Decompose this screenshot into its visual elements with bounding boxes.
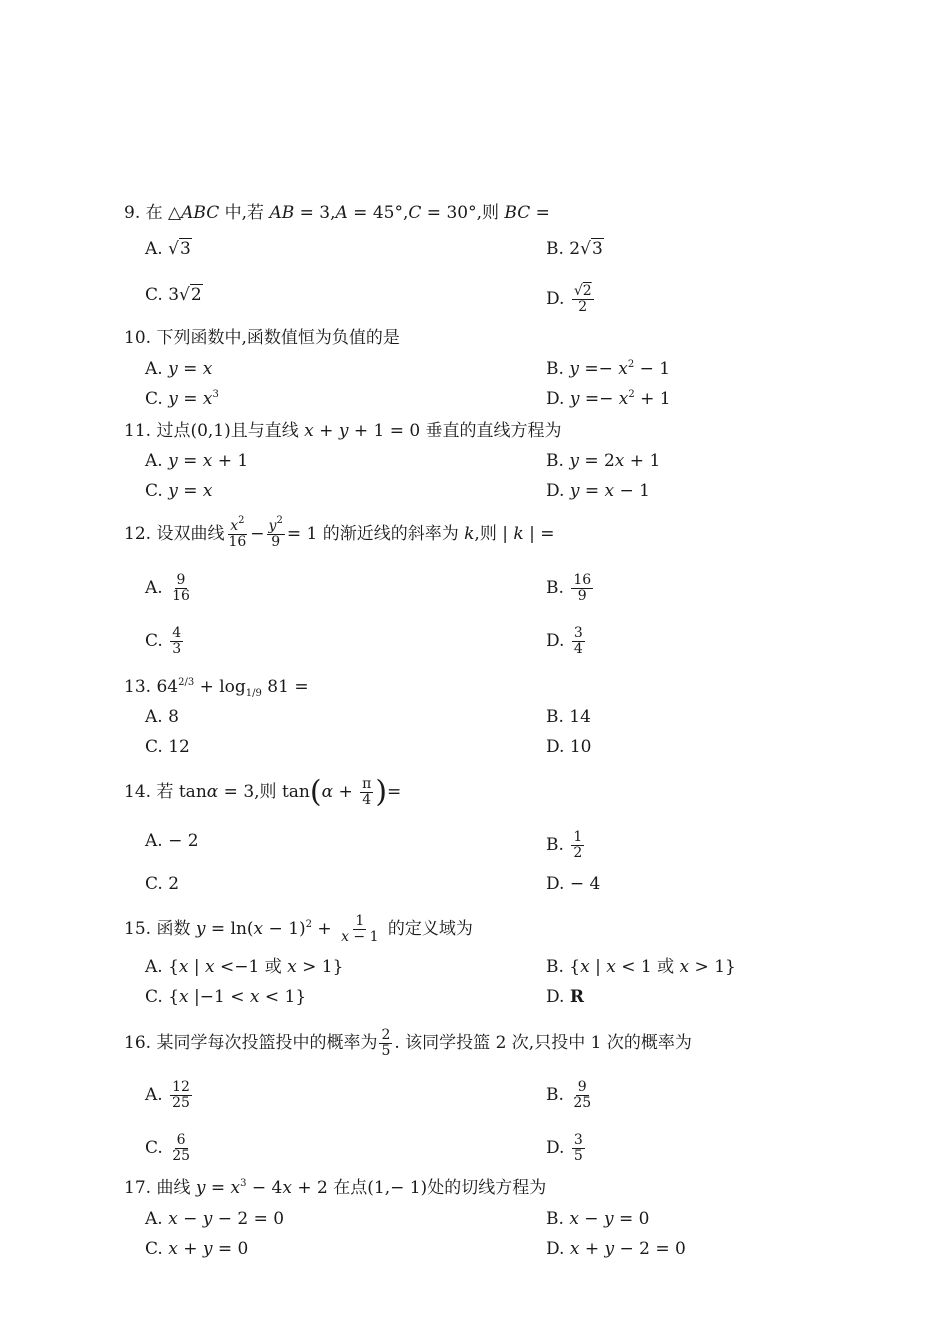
question-number: 12 (124, 524, 146, 544)
option-14b[interactable]: B. $\frac{1}{2}$ (546, 829, 583, 861)
question-13: 13. $64^{2/3} + \log_{1/9} 81$ = (124, 677, 309, 699)
option-9c[interactable]: C. 3√2 (145, 285, 202, 305)
question-number: 17 (124, 1178, 146, 1198)
question-15: 15. 函数 $y = \ln(x - 1)^2$ + $\frac{1}{x - 1}$ 的定义域为 (124, 913, 473, 945)
question-number: 13 (124, 677, 146, 697)
option-12d[interactable]: D. $\frac{3}{4}$ (546, 625, 583, 657)
question-9: 9. 在 △ABC 中,若 AB = 3,A = 45°,C = 30°,则 BC = (124, 203, 550, 223)
option-16a[interactable]: A. $\frac{12}{25}$ (145, 1079, 190, 1111)
option-11c[interactable]: C. y = x (145, 481, 213, 501)
option-10d[interactable]: D. $y =- x^2 + 1$ (546, 389, 671, 409)
option-14d[interactable]: D. − 4 (546, 874, 601, 894)
option-17b[interactable]: B. x − y = 0 (546, 1209, 650, 1229)
option-15a[interactable]: A. {x | x <−1 或 x > 1} (145, 957, 344, 977)
question-stem: 下列函数中,函数值恒为负值的是 (156, 328, 400, 348)
option-17c[interactable]: C. x + y = 0 (145, 1239, 249, 1259)
option-15b[interactable]: B. {x | x < 1 或 x > 1} (546, 957, 736, 977)
option-11a[interactable]: A. y = x + 1 (145, 451, 249, 471)
question-10: 10. 下列函数中,函数值恒为负值的是 (124, 328, 400, 348)
question-16: 16. 某同学每次投篮投中的概率为 $\frac{2}{5}$ . 该同学投篮 2 次,只投中 1 次的概率为 (124, 1027, 692, 1059)
option-12c[interactable]: C. $\frac{4}{3}$ (145, 625, 182, 657)
question-14: 14. 若 tanα = 3,则 tan(α + $\frac{\pi}{4}$ )= (124, 774, 402, 810)
option-11d[interactable]: D. y = x − 1 (546, 481, 650, 501)
question-number: 14 (124, 782, 146, 802)
option-16d[interactable]: D. $\frac{3}{5}$ (546, 1132, 583, 1164)
option-14c[interactable]: C. 2 (145, 874, 180, 894)
question-number: 10 (124, 328, 146, 348)
option-9a[interactable]: A. √3 (145, 239, 191, 259)
option-13d[interactable]: D. 10 (546, 737, 592, 757)
question-number: 16 (124, 1033, 146, 1053)
option-13b[interactable]: B. 14 (546, 707, 591, 727)
option-9b[interactable]: B. 2√3 (546, 239, 603, 259)
question-number: 11 (124, 421, 146, 441)
question-17: 17. 曲线 $y = x^3 - 4x + 2$ 在点(1,− 1)处的切线方程为 (124, 1178, 547, 1198)
question-11: 11. 过点(0,1)且与直线 x + y + 1 = 0 垂直的直线方程为 (124, 421, 562, 441)
question-number: 9 (124, 203, 135, 223)
question-number: 15 (124, 919, 146, 939)
option-16b[interactable]: B. $\frac{9}{25}$ (546, 1079, 592, 1111)
option-12b[interactable]: B. $\frac{16}{9}$ (546, 572, 592, 604)
option-9d[interactable]: D. $\frac{√2}{2}$ (546, 283, 592, 315)
option-15c[interactable]: C. {x |−1 < x < 1} (145, 987, 307, 1007)
option-12a[interactable]: A. $\frac{9}{16}$ (145, 572, 190, 604)
option-17d[interactable]: D. x + y − 2 = 0 (546, 1239, 686, 1259)
option-14a[interactable]: A. − 2 (145, 831, 199, 851)
option-13c[interactable]: C. 12 (145, 737, 190, 757)
option-16c[interactable]: C. $\frac{6}{25}$ (145, 1132, 191, 1164)
option-10b[interactable]: B. $y =- x^2 - 1$ (546, 359, 671, 379)
option-13a[interactable]: A. 8 (145, 707, 179, 727)
option-10a[interactable]: A. y = x (145, 359, 213, 379)
question-12: 12. 设双曲线 $\frac{x^2}{16}$ − $\frac{y^2}{9}$ = 1 的渐近线的斜率为 k,则 | k | = (124, 515, 555, 550)
option-15d[interactable]: D. R (546, 987, 584, 1007)
option-17a[interactable]: A. x − y − 2 = 0 (145, 1209, 285, 1229)
option-10c[interactable]: C. $y = x^3$ (145, 389, 219, 409)
option-11b[interactable]: B. y = 2x + 1 (546, 451, 661, 471)
